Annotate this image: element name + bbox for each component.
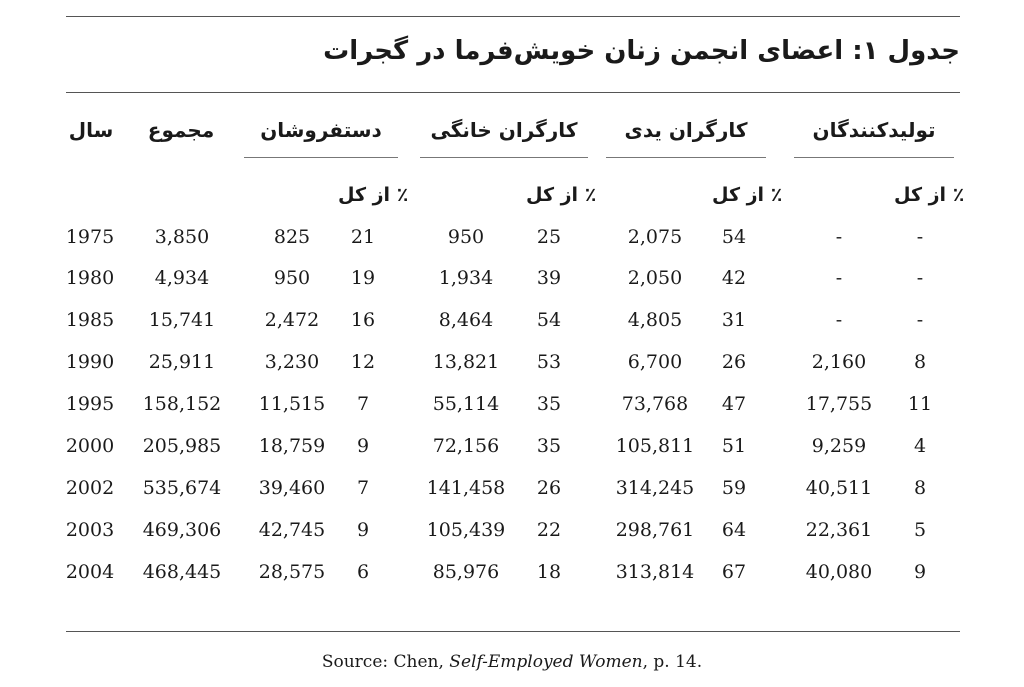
cell-manual-workers: 4,805 [627,309,683,331]
header-total: مجموع [147,118,215,142]
cell-vendors: 39,460 [258,477,326,499]
cell-home-workers-pct: 18 [536,561,562,583]
cell-vendors: 825 [273,226,311,248]
source-prefix: Source: Chen, [321,652,450,672]
cell-producers: 40,511 [805,477,873,499]
cell-vendors-pct: 16 [350,309,376,331]
cell-producers: 9,259 [811,435,867,457]
cell-home-workers: 85,976 [432,561,500,583]
source-suffix: , p. 14. [642,652,703,672]
manual-workers-underline [606,157,766,158]
cell-manual-workers-pct: 31 [721,309,747,331]
cell-year: 1995 [65,393,115,415]
bottom-rule [66,631,960,632]
cell-year: 1980 [65,267,115,289]
cell-manual-workers-pct: 26 [721,351,747,373]
cell-manual-workers-pct: 67 [721,561,747,583]
cell-manual-workers: 2,075 [627,226,683,248]
cell-manual-workers: 6,700 [627,351,683,373]
header-producers: تولیدکنندگان [812,118,936,142]
table-row [0,222,1024,252]
cell-producers-pct: - [916,267,924,289]
cell-vendors: 2,472 [264,309,320,331]
cell-manual-workers: 313,814 [615,561,695,583]
table-row [0,263,1024,293]
cell-producers: - [835,309,843,331]
header-year: سال [68,118,114,142]
cell-vendors: 3,230 [264,351,320,373]
cell-vendors: 42,745 [258,519,326,541]
vendors-underline [244,157,398,158]
source-note [0,652,1024,672]
cell-vendors: 28,575 [258,561,326,583]
cell-home-workers: 950 [447,226,485,248]
cell-year: 2004 [65,561,115,583]
cell-producers: 22,361 [805,519,873,541]
cell-total: 158,152 [142,393,222,415]
cell-home-workers-pct: 35 [536,393,562,415]
cell-producers: - [835,226,843,248]
cell-manual-workers: 2,050 [627,267,683,289]
cell-total: 468,445 [142,561,222,583]
cell-home-workers-pct: 53 [536,351,562,373]
cell-home-workers-pct: 26 [536,477,562,499]
cell-year: 1975 [65,226,115,248]
producers-underline [794,157,954,158]
home-workers-underline [420,157,588,158]
cell-year: 2003 [65,519,115,541]
cell-vendors-pct: 7 [356,477,370,499]
cell-manual-workers: 298,761 [615,519,695,541]
cell-manual-workers-pct: 59 [721,477,747,499]
cell-home-workers: 13,821 [432,351,500,373]
cell-vendors-pct: 7 [356,393,370,415]
cell-home-workers: 141,458 [426,477,506,499]
cell-vendors: 11,515 [258,393,326,415]
cell-producers-pct: - [916,226,924,248]
cell-home-workers: 105,439 [426,519,506,541]
table-row [0,431,1024,461]
cell-manual-workers-pct: 64 [721,519,747,541]
cell-total: 205,985 [142,435,222,457]
cell-home-workers-pct: 25 [536,226,562,248]
title-rule [66,92,960,93]
cell-producers: 2,160 [811,351,867,373]
header-manual-workers: کارگران یدی [624,118,748,142]
cell-producers-pct: 8 [913,351,927,373]
cell-manual-workers-pct: 51 [721,435,747,457]
header-home-workers: کارگران خانگی [430,118,578,142]
cell-manual-workers: 73,768 [621,393,689,415]
cell-total: 3,850 [154,226,210,248]
cell-producers-pct: - [916,309,924,331]
vendors-pct-label: ٪ از کل [338,184,409,206]
source-work: Self-Employed Women [449,652,643,672]
header-vendors: دستفروشان [260,118,382,142]
cell-producers-pct: 4 [913,435,927,457]
table-row [0,473,1024,503]
cell-producers-pct: 9 [913,561,927,583]
cell-producers-pct: 8 [913,477,927,499]
cell-manual-workers-pct: 47 [721,393,747,415]
cell-vendors: 950 [273,267,311,289]
cell-total: 25,911 [148,351,216,373]
home-workers-pct-label: ٪ از کل [526,184,597,206]
cell-vendors-pct: 19 [350,267,376,289]
cell-year: 2000 [65,435,115,457]
cell-vendors-pct: 21 [350,226,376,248]
cell-home-workers: 1,934 [438,267,494,289]
cell-manual-workers-pct: 42 [721,267,747,289]
table-row [0,515,1024,545]
table-row [0,305,1024,335]
manual-workers-pct-label: ٪ از کل [712,184,783,206]
cell-producers-pct: 5 [913,519,927,541]
cell-total: 469,306 [142,519,222,541]
cell-vendors-pct: 9 [356,435,370,457]
cell-home-workers: 8,464 [438,309,494,331]
cell-home-workers-pct: 54 [536,309,562,331]
table-row [0,347,1024,377]
cell-vendors: 18,759 [258,435,326,457]
cell-manual-workers: 314,245 [615,477,695,499]
cell-producers: 17,755 [805,393,873,415]
cell-vendors-pct: 9 [356,519,370,541]
cell-home-workers: 55,114 [432,393,500,415]
top-rule [66,16,960,17]
cell-manual-workers-pct: 54 [721,226,747,248]
cell-year: 1985 [65,309,115,331]
cell-manual-workers: 105,811 [615,435,695,457]
cell-total: 15,741 [148,309,216,331]
cell-producers: 40,080 [805,561,873,583]
cell-home-workers: 72,156 [432,435,500,457]
cell-vendors-pct: 12 [350,351,376,373]
table-title: جدول ۱: اعضای انجمن زنان خویش‌فرما در گجرات [323,36,960,66]
cell-producers: - [835,267,843,289]
cell-year: 1990 [65,351,115,373]
cell-home-workers-pct: 39 [536,267,562,289]
cell-home-workers-pct: 22 [536,519,562,541]
producers-pct-label: ٪ از کل [894,184,965,206]
cell-year: 2002 [65,477,115,499]
table-row [0,389,1024,419]
cell-total: 4,934 [154,267,210,289]
cell-vendors-pct: 6 [356,561,370,583]
cell-producers-pct: 11 [907,393,933,415]
cell-total: 535,674 [142,477,222,499]
cell-home-workers-pct: 35 [536,435,562,457]
table-row [0,557,1024,587]
